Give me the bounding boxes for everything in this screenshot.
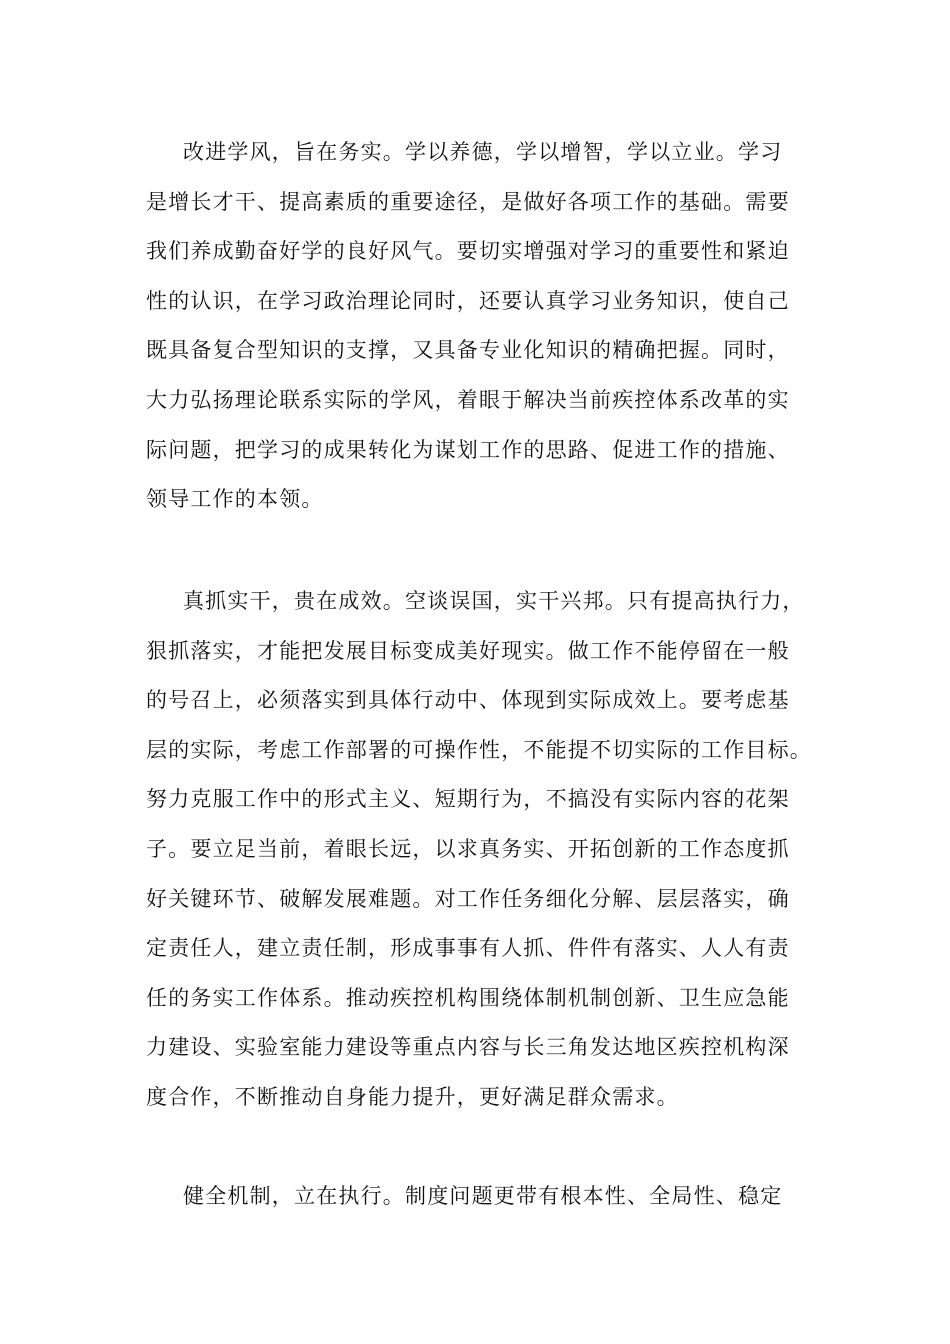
text-line: 际问题，把学习的成果转化为谋划工作的思路、促进工作的措施、 [146, 437, 790, 462]
text-line: 真抓实干，贵在成效。空谈误国，实干兴邦。只有提高执行力， [183, 589, 805, 613]
text-line: 既具备复合型知识的支撑，又具备专业化知识的精确把握。同时， [146, 338, 790, 363]
text-line: 改进学风，旨在务实。学以养德，学以增智，学以立业。学习 [183, 140, 783, 164]
text-line: 好关键环节、破解发展难题。对工作任务细化分解、层层落实，确 [146, 886, 790, 911]
text-line: 努力克服工作中的形式主义、短期行为，不搞没有实际内容的花架 [146, 787, 790, 812]
text-line: 的号召上，必须落实到具体行动中、体现到实际成效上。要考虑基 [146, 688, 790, 713]
paragraph-mechanism [146, 1172, 826, 1222]
text-line: 狠抓落实，才能把发展目标变成美好现实。做工作不能停留在一般 [146, 638, 790, 663]
text-line: 定责任人，建立责任制，形成事事有人抓、件件有落实、人人有责 [146, 936, 790, 961]
text-line: 我们养成勤奋好学的良好风气。要切实增强对学习的重要性和紧迫 [146, 239, 790, 264]
text-line: 任的务实工作体系。推动疾控机构围绕体制机制创新、卫生应急能 [146, 985, 790, 1010]
text-line: 领导工作的本领。 [146, 487, 324, 512]
text-line: 是增长才干、提高素质的重要途径，是做好各项工作的基础。需要 [146, 189, 790, 214]
text-line: 性的认识，在学习政治理论同时，还要认真学习业务知识，使自己 [146, 288, 790, 313]
text-line: 力建设、实验室能力建设等重点内容与长三角发达地区疾控机构深 [146, 1035, 790, 1060]
paragraph-practical-work [146, 577, 826, 1123]
text-line: 大力弘扬理论联系实际的学风，着眼于解决当前疾控体系改革的实 [146, 387, 790, 412]
text-line: 度合作，不断推动自身能力提升，更好满足群众需求。 [146, 1084, 679, 1109]
paragraph-study-style [146, 128, 826, 525]
text-line: 健全机制，立在执行。制度问题更带有根本性、全局性、稳定 [183, 1184, 783, 1208]
text-line: 层的实际，考虑工作部署的可操作性，不能提不切实际的工作目标。 [146, 737, 812, 762]
text-line: 子。要立足当前，着眼长远，以求真务实、开拓创新的工作态度抓 [146, 836, 790, 861]
